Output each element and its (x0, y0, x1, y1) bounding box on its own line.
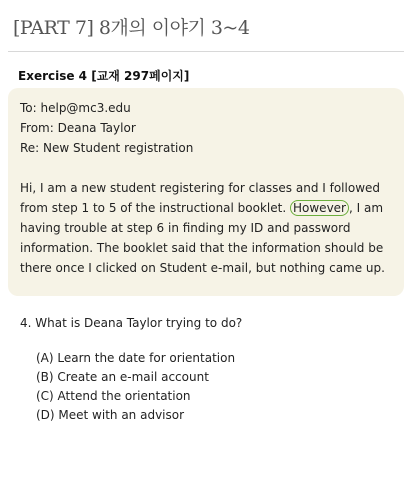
choice-d: (D) Meet with an advisor (36, 408, 185, 422)
choice-a: (A) Learn the date for orientation (36, 351, 236, 365)
question-text: 4. What is Deana Taylor trying to do? (20, 316, 243, 330)
email-from: From: Deana Taylor (20, 121, 136, 135)
email-to: To: help@mc3.edu (20, 101, 131, 115)
email-body-end: , I am having trouble at step 6 in finding my ID and password information. The booklet said that the information should be there once I clicked on Student e-mail, but nothing came up. (20, 201, 385, 275)
choice-c: (C) Attend the orientation (36, 389, 191, 403)
email-subject: Re: New Student registration (20, 141, 194, 155)
email-body (20, 178, 396, 278)
email-body-start: Hi, I am a new student registering for classes and I followed from step 1 to 5 of the instructional booklet. (20, 181, 381, 215)
choice-b: (B) Create an e-mail account (36, 370, 209, 384)
exercise-heading: Exercise 4 [교재 297페이지] (18, 69, 190, 83)
page-title: [PART 7] 8개의 이야기 3~4 (13, 17, 250, 39)
highlighted-word: However (290, 200, 349, 216)
answer-choices (36, 349, 235, 425)
title-divider (8, 51, 404, 52)
email-passage (8, 88, 404, 296)
